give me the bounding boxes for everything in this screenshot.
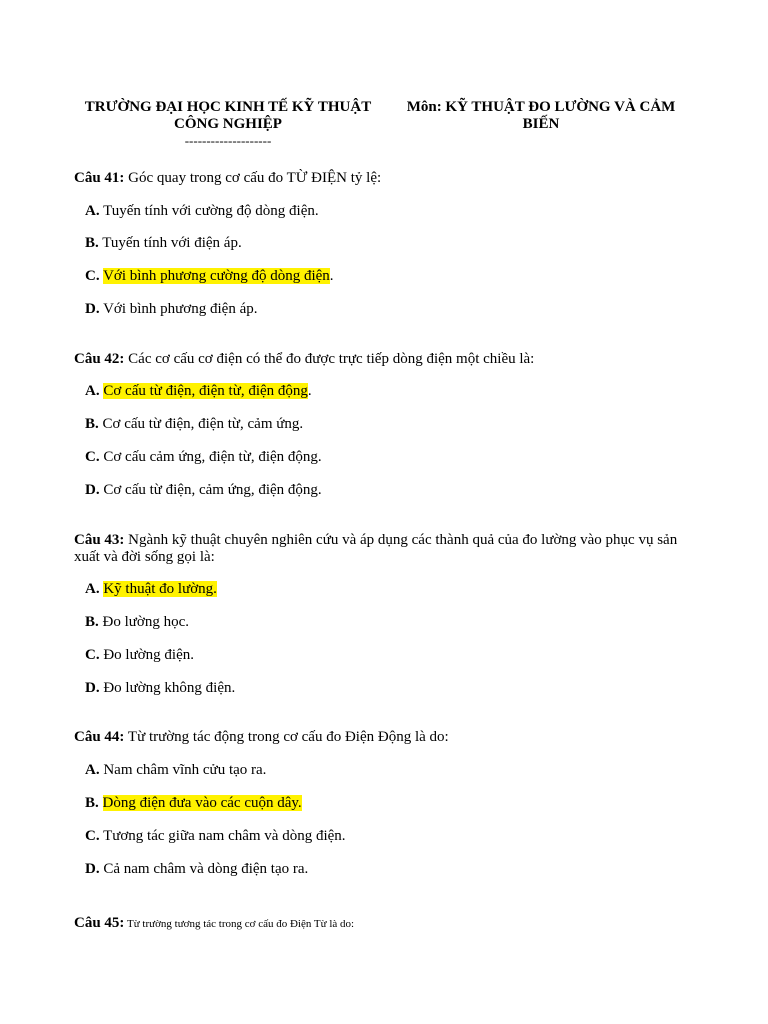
option-43-c (85, 647, 194, 664)
option-letter: D. (85, 301, 100, 317)
option-end: . (299, 416, 304, 432)
question-45 (74, 915, 694, 933)
question-number: Câu 44: (74, 729, 125, 745)
option-42-d (85, 482, 322, 499)
option-43-b (85, 614, 189, 631)
option-letter: D. (85, 861, 100, 877)
option-end: . (317, 449, 322, 465)
option-text: Với bình phương điện áp (103, 301, 254, 317)
option-end: . (307, 383, 312, 399)
option-letter: C. (85, 828, 100, 844)
option-text: Tuyến tính với điện áp (102, 235, 238, 251)
question-number: Câu 45: (74, 915, 125, 931)
option-end: . (341, 828, 346, 844)
question-number: Câu 41: (74, 170, 125, 186)
option-letter: D. (85, 482, 100, 498)
option-44-d (85, 861, 308, 878)
option-44-a (85, 762, 266, 779)
option-end: . (237, 235, 242, 251)
option-text: Cơ cấu từ điện, điện từ, cảm ứng (102, 416, 300, 432)
option-43-a (85, 581, 217, 598)
option-end: . (190, 647, 194, 663)
option-text: Đo lường không điện (103, 680, 232, 696)
option-text: Cơ cấu từ điện, cảm ứng, điện động (103, 482, 318, 498)
option-text-highlighted: Kỹ thuật đo lường. (103, 581, 217, 597)
option-42-a (85, 383, 312, 400)
question-text: Các cơ cấu cơ điện có thể đo được trực tiếp dòng điện một chiều là: (124, 351, 535, 367)
option-44-c (85, 828, 346, 845)
option-text: Đo lường học (102, 614, 186, 630)
option-letter: A. (85, 581, 100, 597)
option-text: Tuyến tính với cường độ dòng điện (103, 203, 315, 219)
option-letter: C. (85, 647, 100, 663)
question-42 (74, 351, 694, 368)
question-text: Từ trường tác động trong cơ cấu đo Điện Động là do: (124, 729, 449, 745)
option-text: Tương tác giữa nam châm và dòng điện (103, 828, 342, 844)
option-42-b (85, 416, 303, 433)
option-41-a (85, 203, 319, 220)
option-letter: B. (85, 614, 99, 630)
option-end: . (253, 301, 258, 317)
option-44-b (85, 795, 302, 812)
option-text: Cả nam châm và dòng điện tạo ra (103, 861, 305, 877)
option-end: . (317, 482, 322, 498)
subject-header: Môn: KỸ THUẬT ĐO LƯỜNG VÀ CẢM BIẾN (406, 99, 676, 132)
option-end: . (262, 762, 267, 778)
option-41-c (85, 268, 334, 285)
option-41-b (85, 235, 242, 252)
option-text: Đo lường điện (103, 647, 191, 663)
option-letter: C. (85, 449, 100, 465)
option-text-highlighted: Cơ cấu từ điện, điện từ, điện động (103, 383, 308, 399)
option-text: Cơ cấu cảm ứng, điện từ, điện động (103, 449, 318, 465)
option-text: Nam châm vĩnh cửu tạo ra (103, 762, 263, 778)
question-number: Câu 42: (74, 351, 125, 367)
option-42-c (85, 449, 322, 466)
question-text: Ngành kỹ thuật chuyên nghiên cứu và áp dụng các thành quả của đo lường vào phục vụ sản xuất và đời sống gọi là: (74, 532, 678, 565)
question-41 (74, 170, 694, 187)
option-end: . (231, 680, 236, 696)
option-end: . (314, 203, 319, 219)
option-end: . (329, 268, 334, 284)
option-letter: B. (85, 235, 99, 251)
option-letter: A. (85, 203, 100, 219)
option-letter: B. (85, 795, 99, 811)
option-letter: A. (85, 762, 100, 778)
option-text-highlighted: Với bình phương cường độ dòng điện (103, 268, 330, 284)
option-43-d (85, 680, 235, 697)
option-end: . (185, 614, 189, 630)
option-letter: C. (85, 268, 100, 284)
option-text-highlighted: Dòng điện đưa vào các cuộn dây. (102, 795, 302, 811)
question-text: Từ trường tương tác trong cơ cấu đo Điện Từ là do: (124, 918, 355, 930)
option-end: . (304, 861, 309, 877)
question-text: Góc quay trong cơ cấu đo TỪ ĐIỆN tỷ lệ: (124, 170, 382, 186)
option-letter: B. (85, 416, 99, 432)
option-letter: A. (85, 383, 100, 399)
question-44 (74, 729, 694, 746)
option-letter: D. (85, 680, 100, 696)
option-41-d (85, 301, 257, 318)
question-number: Câu 43: (74, 532, 125, 548)
question-43 (74, 532, 694, 566)
school-name: TRƯỜNG ĐẠI HỌC KINH TẾ KỸ THUẬT CÔNG NGHIỆP (84, 99, 372, 132)
header-divider: -------------------- (184, 133, 272, 148)
school-header (70, 99, 386, 149)
